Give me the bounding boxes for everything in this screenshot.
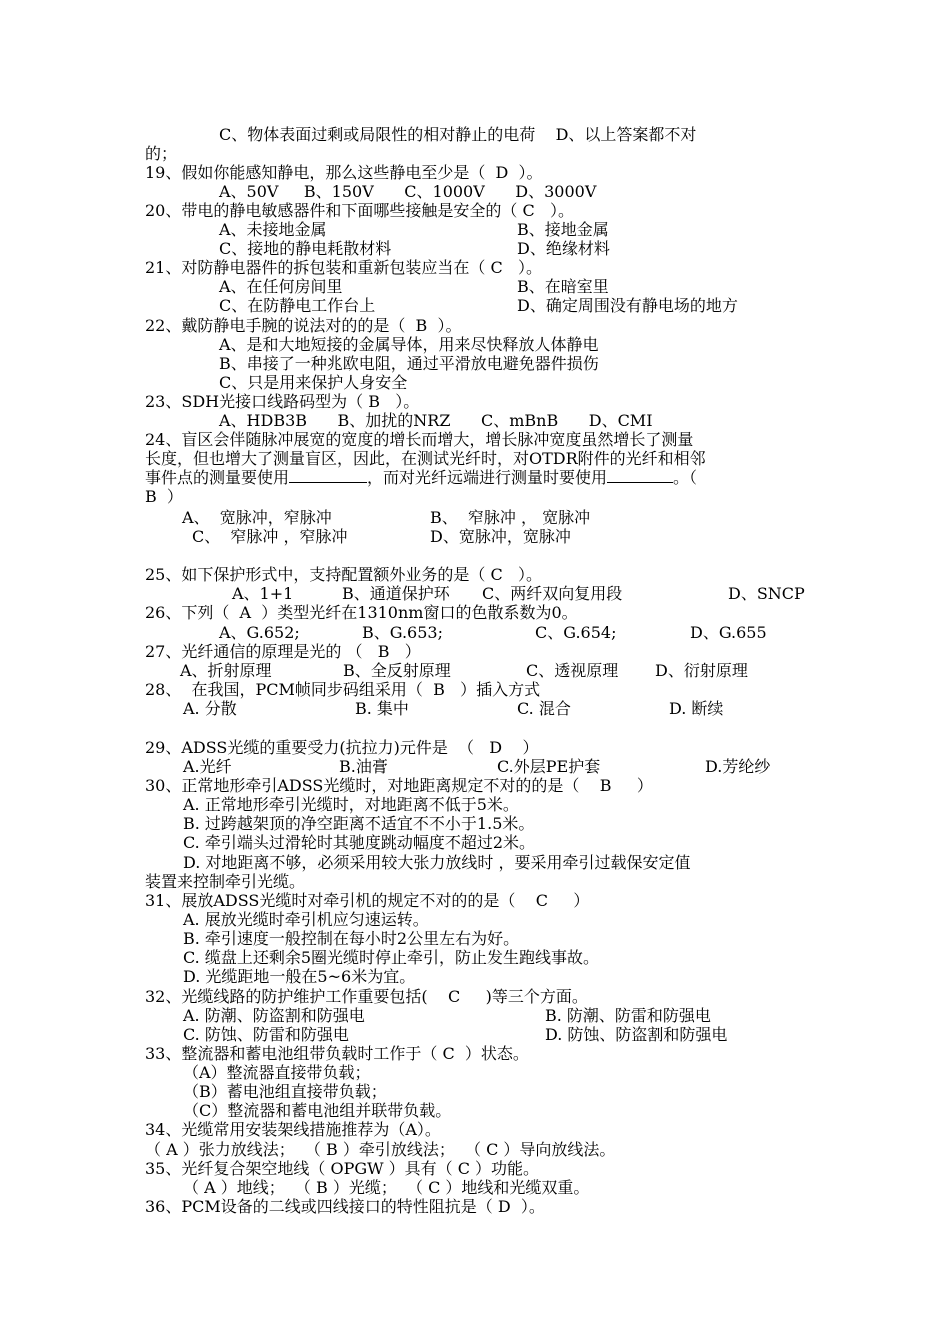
option-b: B. 过跨越架顶的净空距离不适宜不不小于1.5米。: [183, 814, 535, 833]
question-26: 26、下列（ A ）类型光纤在1310nm窗口的色散系数为0。: [145, 603, 578, 622]
option-a: A、是和大地短接的金属导体，用来尽快释放人体静电: [219, 335, 599, 354]
option-a: A、G.652;: [219, 623, 300, 642]
option-c: C、 窄脉冲 ，窄脉冲: [192, 527, 348, 546]
option-a: A. 展放光缆时牵引机应匀速运转。: [183, 910, 429, 929]
question-25: 25、如下保护形式中，支持配置额外业务的是（ C ）。: [145, 565, 542, 584]
question-35: 35、光纤复合架空地线（ OPGW ）具有（ C ）功能。: [145, 1159, 540, 1178]
option-c: C、G.654;: [535, 623, 617, 642]
question-22: 22、戴防静电手腕的说法对的的是（ B ）。: [145, 316, 462, 335]
option-b: B.油膏: [339, 757, 388, 776]
option-c: C.外层PE护套: [497, 757, 601, 776]
option-b: B. 集中: [355, 699, 409, 718]
question-24: 24、盲区会伴随脉冲展宽的宽度的增长而增大，增长脉冲宽度虽然增长了测量: [145, 430, 694, 449]
option-d: D、宽脉冲，宽脉冲: [430, 527, 571, 546]
option-b: B、接地金属: [517, 220, 609, 239]
option-c: C. 牵引端头过滑轮时其驰度跳动幅度不超过2米。: [183, 833, 536, 852]
option-b: B、通道保护环: [342, 584, 450, 603]
option-c: C. 混合: [517, 699, 571, 718]
options-19: A、50V B、150V C、1000V D、3000V: [219, 182, 597, 201]
text-line: 装置来控制牵引光缆。: [145, 872, 306, 891]
question-28: 28、 在我国，PCM帧同步码组采用（ B ）插入方式: [145, 680, 541, 699]
option-a: A、1+1: [232, 584, 294, 603]
question-36: 36、PCM设备的二线或四线接口的特性阻抗是（ D ）。: [145, 1197, 545, 1216]
options-35: （ A ）地线； （ B ）光缆； （ C ）地线和光缆双重。: [183, 1178, 590, 1197]
question-23: 23、SDH光接口线路码型为（ B ）。: [145, 392, 420, 411]
option-d: D、绝缘材料: [517, 239, 610, 258]
option-a: A. 分散: [183, 699, 237, 718]
question-30: 30、正常地形牵引ADSS光缆时，对地距离规定不对的的是（ B ）: [145, 776, 653, 795]
option-c: C、只是用来保护人身安全: [219, 373, 408, 392]
question-29: 29、ADSS光缆的重要受力(抗拉力)元件是 （ D ）: [145, 738, 539, 757]
question-32: 32、光缆线路的防护维护工作重要包括( C )等三个方面。: [145, 987, 588, 1006]
option-d: D、确定周围没有静电场的地方: [517, 296, 738, 315]
text-line: C、物体表面过剩或局限性的相对静止的电荷 D、以上答案都不对: [219, 125, 697, 144]
question-27: 27、光纤通信的原理是光的 （ B ）: [145, 642, 421, 661]
options-23: A、HDB3B B、加扰的NRZ C、mBnB D、CMI: [219, 411, 653, 430]
answer-24: B ）: [145, 487, 183, 506]
option-d: D、SNCP: [728, 584, 805, 603]
option-c: C、两纤双向复用段: [482, 584, 623, 603]
question-31: 31、展放ADSS光缆时对牵引机的规定不对的的是（ C ）: [145, 891, 590, 910]
option-c: C. 防蚀、防雷和防强电: [183, 1025, 349, 1044]
option-b: B、 窄脉冲 ， 宽脉冲: [430, 508, 591, 527]
option-b: B、G.653;: [362, 623, 443, 642]
option-b: B、串接了一种兆欧电阻，通过平滑放电避免器件损伤: [219, 354, 599, 373]
text-segment: 。（: [673, 468, 698, 487]
question-21: 21、对防静电器件的拆包装和重新包装应当在（ C ）。: [145, 258, 542, 277]
option-b: B. 牵引速度一般控制在每小时2公里左右为好。: [183, 929, 520, 948]
text-line: 的；: [145, 144, 178, 163]
option-d: D. 光缆距地一般在5~6米为宜。: [183, 967, 416, 986]
option-a: A、 宽脉冲，窄脉冲: [182, 508, 332, 527]
text-line: 长度，但也增大了测量盲区，因此，在测试光纤时，对OTDR附件的光纤和相邻: [145, 449, 706, 468]
answer-blank: [289, 468, 367, 483]
option-a: A、在任何房间里: [219, 277, 343, 296]
text-line: [145, 468, 697, 487]
options-34: （ A ）张力放线法； （ B ）牵引放线法； （ C ）导向放线法。: [145, 1140, 616, 1159]
option-b: B、在暗室里: [517, 277, 609, 296]
question-33: 33、整流器和蓄电池组带负载时工作于（ C ）状态。: [145, 1044, 529, 1063]
option-a: A. 防潮、防盗割和防强电: [183, 1006, 365, 1025]
option-a: A.光纤: [183, 757, 232, 776]
option-d: D. 防蚀、防盗割和防强电: [545, 1025, 728, 1044]
option-d: D、G.655: [690, 623, 767, 642]
option-a: A. 正常地形牵引光缆时，对地距离不低于5米。: [183, 795, 519, 814]
option-d: D.芳纶纱: [705, 757, 771, 776]
option-d: D. 断续: [669, 699, 724, 718]
question-20: 20、带电的静电敏感器件和下面哪些接触是安全的（ C ）。: [145, 201, 574, 220]
option-d: D. 对地距离不够，必须采用较大张力放线时 ，要采用牵引过载保安定值: [183, 853, 691, 872]
option-c: C、透视原理: [526, 661, 619, 680]
question-19: 19、假如你能感知静电，那么这些静电至少是（ D ）。: [145, 163, 543, 182]
option-d: D、衍射原理: [655, 661, 748, 680]
option-c: C、接地的静电耗散材料: [219, 239, 392, 258]
option-b: B. 防潮、防雷和防强电: [545, 1006, 711, 1025]
option-c: C、在防静电工作台上: [219, 296, 376, 315]
option-a: （A）整流器直接带负载；: [183, 1063, 371, 1082]
option-b: B、全反射原理: [343, 661, 451, 680]
answer-blank: [607, 468, 673, 483]
question-34: 34、光缆常用安装架线措施推荐为（A）。: [145, 1120, 441, 1139]
option-a: A、折射原理: [180, 661, 272, 680]
option-c: C. 缆盘上还剩余5圈光缆时停止牵引，防止发生跑线事故。: [183, 948, 600, 967]
option-b: （B）蓄电池组直接带负载；: [183, 1082, 387, 1101]
text-segment: 事件点的测量要使用: [145, 468, 290, 487]
option-c: （C）整流器和蓄电池组并联带负载。: [183, 1101, 452, 1120]
text-segment: ，而对光纤远端进行测量时要使用: [367, 468, 608, 487]
option-a: A、未接地金属: [219, 220, 327, 239]
